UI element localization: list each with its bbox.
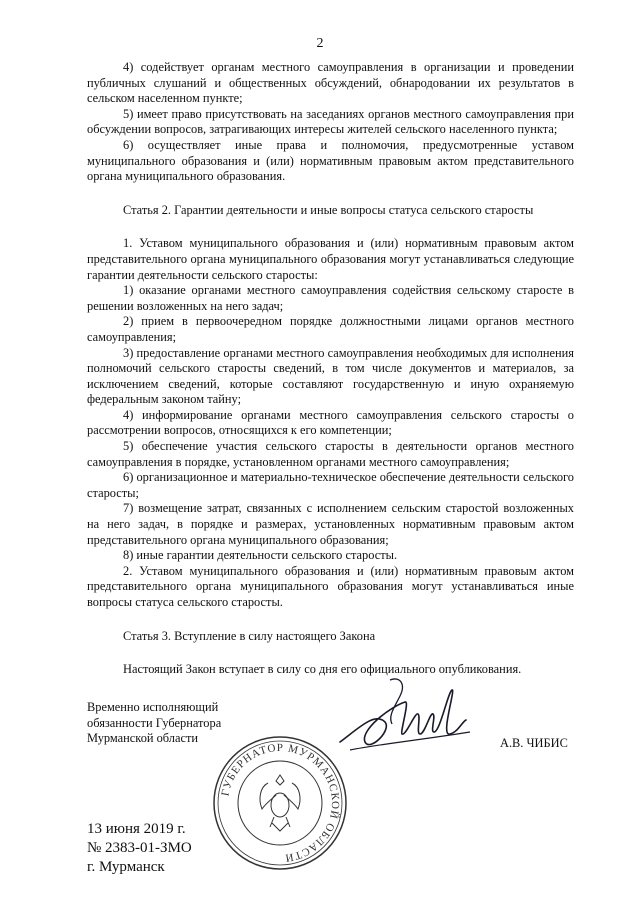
svg-text:ГУБЕРНАТОР МУРМАНСКОЙ ОБЛАСТИ: ГУБЕРНАТОР МУРМАНСКОЙ ОБЛАСТИ xyxy=(219,741,342,864)
city: г. Мурманск xyxy=(87,859,165,875)
article-2-item: 1) оказание органами местного самоуправления содействия сельскому старосте в решении возложенных на него задач; xyxy=(87,283,574,313)
signing-date: 13 июня 2019 г. xyxy=(87,821,186,837)
handwritten-signature xyxy=(330,672,480,772)
official-seal xyxy=(210,733,350,873)
article-2-item: 2) прием в первоочередном порядке должностными лицами органов местного самоуправления; xyxy=(87,314,574,344)
article-2-item: 6) организационное и материально-техническое обеспечение деятельности сельского старосты; xyxy=(87,470,574,500)
document-footer xyxy=(87,820,192,877)
signatory-line: Временно исполняющий xyxy=(87,700,219,714)
article-3-heading: Статья 3. Вступление в силу настоящего Закона xyxy=(123,628,376,643)
article-2-intro: 1. Уставом муниципального образования и (или) нормативным правовым актом представительного органа муниципального образования могут устанавливаться следующие гарантии деятельности сельского старосты: xyxy=(87,236,574,282)
paragraph: 6) осуществляет иные права и полномочия, предусмотренные уставом муниципального образования и (или) нормативным правовым актом представительного органа муниципального образования. xyxy=(87,137,574,184)
signatory-line: Мурманской области xyxy=(87,731,199,746)
signatory-title xyxy=(87,700,221,747)
article-2-item: 7) возмещение затрат, связанных с исполнением сельским старостой возложенных на него задач, в порядке и размерах, установленных нормативным правовым актом представительного органа муниципального образования; xyxy=(87,501,574,547)
document-body xyxy=(87,60,574,678)
paragraph: 5) имеет право присутствовать на заседаниях органов местного самоуправления при обсуждении вопросов, затрагивающих интересы жителей сельского населенного пункта; xyxy=(87,106,574,137)
article-2-item: 3) предоставление органами местного самоуправления необходимых для исполнения полномочий сельского старосты сведений, в том числе документов и материалов, за исключением сведений, которые составляют государственную и иную охраняемую федеральным законом тайну; xyxy=(87,345,574,407)
article-2-item: 8) иные гарантии деятельности сельского старосты. xyxy=(123,548,398,563)
article-2-item: 5) обеспечение участия сельского старосты в деятельности органов местного самоуправления в порядке, установленном органами местного самоуправления; xyxy=(87,439,574,469)
article-2-item: 4) информирование органами местного самоуправления сельского старосты о рассмотрении вопросов, относящихся к его компетенции; xyxy=(87,407,574,438)
eagle-emblem-icon xyxy=(260,775,300,831)
paragraph: 4) содействует органам местного самоуправления в организации и проведении публичных слушаний и общественных обсуждений, обнародовании их результатов в сельском населенном пункте; xyxy=(87,60,574,106)
article-3-text: Настоящий Закон вступает в силу со дня его официального опубликования. xyxy=(123,662,522,677)
signatory-line: обязанности Губернатора xyxy=(87,715,222,730)
signatory-name: А.В. ЧИБИС xyxy=(500,736,568,750)
article-2-clause-2: 2. Уставом муниципального образования и (или) нормативным правовым актом представительного органа муниципального образования могут устанавливаться иные вопросы статуса сельского старосты. xyxy=(87,563,574,609)
page-number: 2 xyxy=(316,36,324,51)
law-number: № 2383-01-ЗМО xyxy=(87,840,192,856)
article-2-heading: Статья 2. Гарантии деятельности и иные вопросы статуса сельского старосты xyxy=(123,202,534,217)
